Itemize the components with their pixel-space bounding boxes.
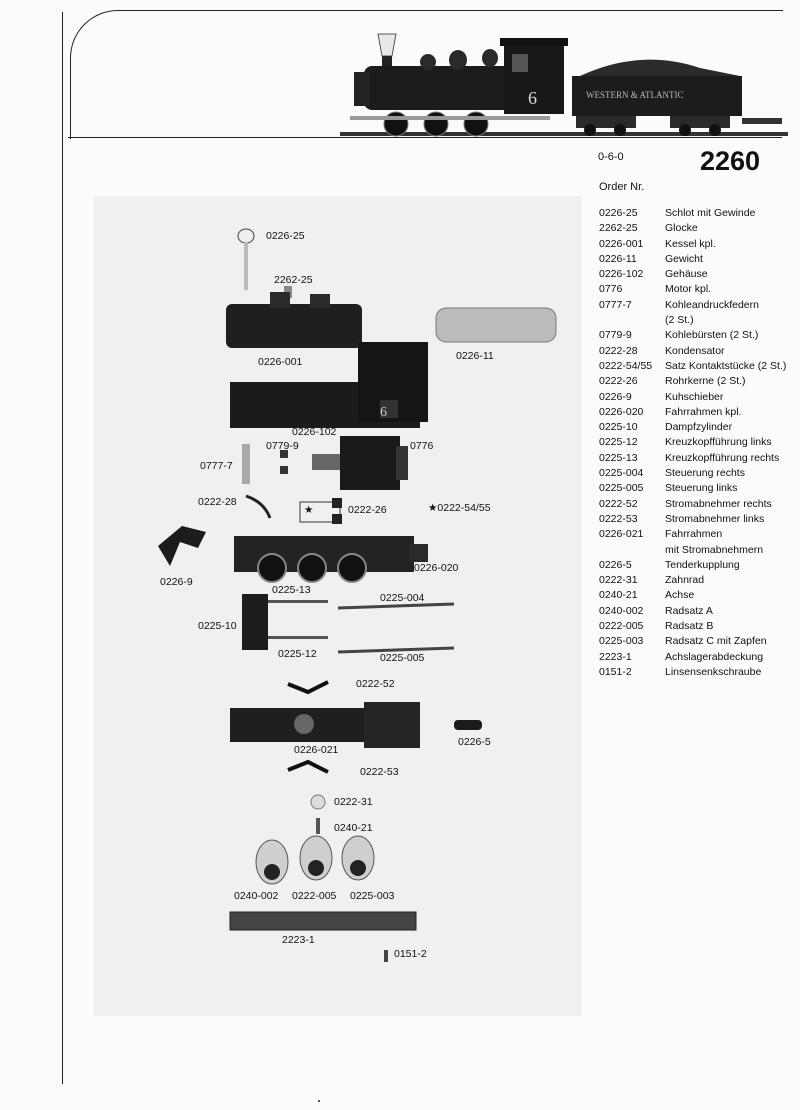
label-0225-12: 0225-12 xyxy=(278,648,317,660)
parts-row xyxy=(599,527,799,558)
part-number: 0226-021 xyxy=(599,528,644,541)
parts-row xyxy=(599,451,799,466)
label-0240-002: 0240-002 xyxy=(234,890,279,902)
label-0222-54-55: ★0222-54/55 xyxy=(428,502,491,514)
part-number: 0226-020 xyxy=(599,405,644,418)
parts-row xyxy=(599,221,799,236)
parts-row xyxy=(599,588,799,603)
part-number: 0225-005 xyxy=(599,482,644,495)
part-number: 2262-25 xyxy=(599,222,638,235)
housing-number: 6 xyxy=(380,405,387,420)
model-number: 2260 xyxy=(700,146,761,176)
part-description: Kreuzkopfführung rechts xyxy=(665,451,780,464)
label-0222-31: 0222-31 xyxy=(334,796,373,808)
part-description: Radsatz B xyxy=(665,620,714,633)
part-description: Kreuzkopfführung links xyxy=(665,436,772,449)
part-description: Fahrrahmen kpl. xyxy=(665,405,742,418)
label-0226-25: 0226-25 xyxy=(266,230,305,242)
part-number: 0222-54/55 xyxy=(599,359,653,372)
parts-row xyxy=(599,282,799,297)
label-0776: 0776 xyxy=(410,440,434,452)
parts-row xyxy=(599,558,799,573)
part-description: Achse xyxy=(665,589,695,602)
parts-row xyxy=(599,359,799,374)
exploded-parts-diagram xyxy=(94,196,582,1016)
part-description: Fahrrahmen mit Stromabnehmern xyxy=(665,528,764,556)
label-0226-021: 0226-021 xyxy=(294,744,339,756)
part-number: 0240-002 xyxy=(599,604,644,617)
part-number: 0222-53 xyxy=(599,512,638,525)
part-number: 0226-001 xyxy=(599,237,644,250)
parts-row xyxy=(599,573,799,588)
part-number: 0240-21 xyxy=(599,589,638,602)
part-number: 0226-25 xyxy=(599,207,638,219)
part-description: Zahnrad xyxy=(665,574,705,587)
part-description: Steuerung rechts xyxy=(665,467,745,480)
label-0222-26: 0222-26 xyxy=(348,504,387,516)
locomotive-photo xyxy=(340,28,788,150)
parts-row xyxy=(599,390,799,405)
part-number: 0222-26 xyxy=(599,375,638,388)
part-number: 0226-11 xyxy=(599,252,637,265)
parts-row xyxy=(599,237,799,252)
part-number: 0222-005 xyxy=(599,620,644,633)
label-0779-9: 0779-9 xyxy=(266,440,299,452)
parts-row xyxy=(599,374,799,389)
label-0222-005: 0222-005 xyxy=(292,890,337,902)
page-margin-line xyxy=(62,12,63,1084)
part-description: Steuerung links xyxy=(665,482,738,495)
parts-row xyxy=(599,328,799,343)
part-description: Glocke xyxy=(665,222,698,235)
part-number: 0225-003 xyxy=(599,635,644,648)
part-description: Stromabnehmer rechts xyxy=(665,497,772,510)
label-0240-21: 0240-21 xyxy=(334,822,373,834)
label-0222-53: 0222-53 xyxy=(360,766,399,778)
parts-row xyxy=(599,619,799,634)
parts-row xyxy=(599,344,799,359)
parts-list xyxy=(599,206,799,680)
page-speck xyxy=(318,1100,320,1102)
parts-row xyxy=(599,298,799,329)
cab-number: 6 xyxy=(528,88,537,108)
label-2223-1: 2223-1 xyxy=(282,934,315,946)
part-number: 0151-2 xyxy=(599,665,632,678)
part-description: Achslagerabdeckung xyxy=(665,650,764,663)
parts-row xyxy=(599,481,799,496)
label-0226-020: 0226-020 xyxy=(414,562,459,574)
part-description: Motor kpl. xyxy=(665,283,712,296)
parts-row xyxy=(599,604,799,619)
parts-row xyxy=(599,405,799,420)
part-description: Kuhschieber xyxy=(665,390,724,403)
part-description: Radsatz A xyxy=(665,604,713,617)
part-number: 0226-5 xyxy=(599,558,632,571)
label-0226-11: 0226-11 xyxy=(456,350,494,362)
tender-lettering: WESTERN & ATLANTIC xyxy=(586,90,684,100)
parts-row xyxy=(599,650,799,665)
part-description: Dampfzylinder xyxy=(665,421,733,434)
part-description: Tenderkupplung xyxy=(665,558,740,571)
part-number: 0222-28 xyxy=(599,344,638,357)
part-description: Stromabnehmer links xyxy=(665,512,765,525)
part-number: 0225-12 xyxy=(599,436,638,449)
part-description: Gehäuse xyxy=(665,268,708,281)
label-0222-28: 0222-28 xyxy=(198,496,237,508)
part-description: Kohleandruckfedern (2 St.) xyxy=(665,298,759,327)
part-description: Gewicht xyxy=(665,252,703,265)
parts-row xyxy=(599,497,799,512)
parts-row xyxy=(599,435,799,450)
parts-row xyxy=(599,665,799,680)
label-2262-25: 2262-25 xyxy=(274,274,313,286)
part-number: 0777-7 xyxy=(599,298,632,311)
part-number: 0779-9 xyxy=(599,329,632,342)
part-description: Kondensator xyxy=(665,344,725,357)
part-description: Radsatz C mit Zapfen xyxy=(665,635,767,648)
order-table-title: Order Nr. xyxy=(599,181,645,193)
parts-row xyxy=(599,267,799,282)
label-0225-005: 0225-005 xyxy=(380,652,425,664)
part-number: 0222-52 xyxy=(599,497,638,510)
part-description: Kohlebürsten (2 St.) xyxy=(665,329,759,342)
part-description: Satz Kontaktstücke (2 St.) xyxy=(665,359,787,372)
label-star: ★ xyxy=(304,504,314,516)
label-0225-10: 0225-10 xyxy=(198,620,237,632)
part-description: Schlot mit Gewinde xyxy=(665,207,756,219)
part-number: 2223-1 xyxy=(599,650,632,663)
label-0777-7: 0777-7 xyxy=(200,460,233,472)
parts-row xyxy=(599,634,799,649)
label-0226-9: 0226-9 xyxy=(160,576,193,588)
parts-row xyxy=(599,420,799,435)
label-0151-2: 0151-2 xyxy=(394,948,427,960)
label-0222-52: 0222-52 xyxy=(356,678,395,690)
part-description: Rohrkerne (2 St.) xyxy=(665,375,746,388)
label-0226-5: 0226-5 xyxy=(458,736,491,748)
label-0225-003: 0225-003 xyxy=(350,890,395,902)
parts-row xyxy=(599,206,799,221)
part-number: 0225-10 xyxy=(599,421,638,434)
part-description: Kessel kpl. xyxy=(665,237,716,250)
part-number: 0226-9 xyxy=(599,390,632,403)
wheel-arrangement: 0-6-0 xyxy=(598,151,624,163)
label-0226-001: 0226-001 xyxy=(258,356,303,368)
part-number: 0222-31 xyxy=(599,574,638,587)
parts-row xyxy=(599,466,799,481)
part-number: 0225-004 xyxy=(599,467,644,480)
part-number: 0226-102 xyxy=(599,268,644,281)
part-description: Linsensenkschraube xyxy=(665,665,762,678)
parts-row xyxy=(599,252,799,267)
part-number: 0776 xyxy=(599,283,623,296)
part-number: 0225-13 xyxy=(599,451,638,464)
label-0225-13: 0225-13 xyxy=(272,584,311,596)
parts-row xyxy=(599,512,799,527)
label-0225-004: 0225-004 xyxy=(380,592,425,604)
label-0226-102: 0226-102 xyxy=(292,426,337,438)
